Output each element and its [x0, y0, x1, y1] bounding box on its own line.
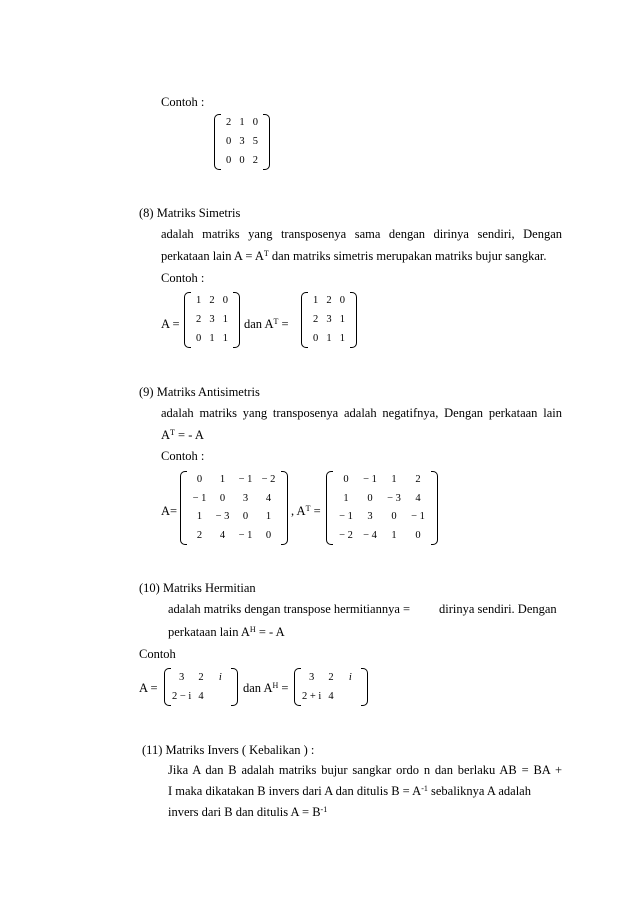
matrix-cell: 2	[328, 671, 334, 683]
matrix-example-top	[214, 114, 270, 170]
contoh-label-top: Contoh :	[161, 95, 205, 109]
matrix-antisymmetric-at	[326, 471, 438, 545]
matrix-cell: 1	[219, 474, 226, 486]
matrix-cell: 0	[415, 529, 421, 541]
section-11-text-line-1: Jika A dan B adalah matriks bujur sangkar ordo n dan berlaku AB = BA +	[168, 763, 562, 777]
section-10-text-line-1b: dirinya sendiri. Dengan	[439, 602, 557, 616]
matrix-cell: 4	[415, 492, 421, 504]
matrix-cell: 0	[239, 154, 245, 166]
matrix-cell: 3	[239, 136, 245, 147]
matrix-cell: 0	[196, 474, 203, 486]
matrix-cell: − 2	[339, 529, 353, 541]
section-8-text-line-1: adalah matriks yang transposenya sama dengan dirinya sendiri, Dengan	[161, 227, 562, 241]
left-bracket	[326, 471, 333, 545]
section-10-contoh-label: Contoh	[139, 647, 176, 661]
matrix-cell: 0	[343, 474, 349, 486]
right-bracket	[231, 668, 238, 706]
matrix-cell: 0	[367, 492, 373, 504]
matrix-cell: 0	[242, 511, 249, 523]
matrix-cell: 2	[209, 295, 215, 307]
section-10-text-line-1a: adalah matriks dengan transpose hermitiannya =	[168, 602, 411, 616]
matrix-cell: 0	[196, 332, 202, 344]
matrix-cell: 1	[222, 314, 228, 325]
matrix-cell: 1	[265, 511, 272, 523]
right-bracket	[281, 471, 288, 545]
matrix-symmetric-at	[301, 292, 357, 348]
matrix-cell: 1	[391, 474, 397, 486]
matrix-cell: 2 − i	[172, 690, 192, 702]
matrix-antisymmetric-a	[180, 471, 288, 545]
matrix-cell: − 1	[363, 474, 377, 486]
matrix-cell: 0	[252, 117, 258, 129]
matrix-cell: 2	[196, 314, 202, 325]
matrix-cell: − 3	[387, 492, 401, 504]
matrix-cell: 0	[222, 295, 228, 307]
matrix-cell: 3	[326, 314, 332, 325]
matrix-cell: 3	[242, 492, 249, 504]
matrix-cell: 0	[265, 529, 272, 541]
matrix-cell: 1	[196, 511, 203, 523]
section-10-heading: (10) Matriks Hermitian	[139, 581, 256, 595]
matrix-cell: 2	[226, 117, 232, 129]
matrix-cell: 4	[265, 492, 272, 504]
section-8-lhs: A =	[161, 317, 180, 331]
matrix-cell: i	[348, 671, 352, 683]
matrix-hermitian-a	[164, 668, 238, 706]
matrix-cell: 4	[328, 690, 334, 702]
right-bracket	[361, 668, 368, 706]
section-10-mid-label: dan $A^H$ =	[243, 681, 289, 695]
matrix-cell: 1	[196, 295, 202, 307]
section-10-text-line-2: perkataan lain $A^H$ = - A	[168, 625, 285, 639]
matrix-cell: 3	[309, 671, 315, 683]
matrix-cell: − 3	[215, 511, 230, 523]
matrix-cell: 3	[209, 314, 215, 325]
section-8-mid-label: dan $A^T$ =	[244, 317, 289, 331]
matrix-cell: i	[218, 671, 222, 683]
matrix-cell: 0	[313, 332, 319, 344]
matrix-cell: 1	[339, 314, 345, 325]
left-bracket	[294, 668, 301, 706]
section-9-heading: (9) Matriks Antisimetris	[139, 385, 260, 399]
matrix-cell: − 1	[411, 511, 425, 523]
section-9-text-line-2: $A^T$ = - A	[161, 428, 204, 442]
matrix-cell: 1	[343, 492, 349, 504]
matrix-cell: 5	[252, 136, 258, 147]
matrix-cell: − 1	[339, 511, 353, 523]
section-10-lhs: A =	[139, 681, 158, 695]
matrix-cell: 0	[226, 136, 232, 147]
section-9-lhs: A=	[161, 504, 178, 518]
matrix-cell: − 2	[261, 474, 276, 486]
matrix-hermitian-ah	[294, 668, 368, 706]
right-bracket	[350, 292, 357, 348]
matrix-cell: 2	[198, 671, 204, 683]
matrix-cell: 3	[179, 671, 185, 683]
left-bracket	[301, 292, 308, 348]
matrix-cell: 2 + i	[302, 690, 322, 702]
section-11-text-line-2: I maka dikatakan B invers dari A dan ditulis $B = A^{-1}$ sebaliknya A adalah	[168, 784, 531, 798]
matrix-cell: 4	[219, 529, 226, 541]
matrix-cell: 0	[226, 154, 232, 166]
section-9-text-line-1: adalah matriks yang transposenya adalah negatifnya, Dengan perkataan lain	[161, 406, 562, 420]
matrix-cell: − 1	[238, 529, 253, 541]
section-8-contoh-label: Contoh :	[161, 271, 205, 285]
section-8-text-line-2: perkataan lain $A = A^T$ dan matriks simetris merupakan matriks bujur sangkar.	[161, 249, 547, 263]
matrix-cell: − 4	[363, 529, 377, 541]
section-11-heading: (11) Matriks Invers ( Kebalikan ) :	[142, 743, 315, 757]
section-9-mid-label: , $A^T$ =	[291, 504, 321, 518]
matrix-cell: 2	[196, 529, 203, 541]
matrix-cell: 0	[391, 511, 397, 523]
matrix-cell: − 1	[238, 474, 253, 486]
matrix-cell: 2	[326, 295, 332, 307]
matrix-cell: − 1	[192, 492, 207, 504]
matrix-cell: 3	[367, 511, 373, 523]
left-bracket	[164, 668, 171, 706]
matrix-cell: 2	[252, 154, 258, 166]
matrix-cell: 4	[198, 690, 204, 702]
right-bracket	[431, 471, 438, 545]
matrix-cell: 1	[391, 529, 397, 541]
section-9-contoh-label: Contoh :	[161, 449, 205, 463]
matrix-cell: 1	[209, 332, 215, 344]
matrix-cell: 1	[339, 332, 345, 344]
left-bracket	[180, 471, 187, 545]
left-bracket	[214, 114, 221, 170]
matrix-cell: 0	[219, 492, 226, 504]
right-bracket	[263, 114, 270, 170]
section-11-text-line-3: invers dari B dan ditulis $A = B^{-1}$	[168, 805, 328, 819]
matrix-symmetric-a	[184, 292, 240, 348]
matrix-cell: 2	[415, 474, 421, 486]
matrix-cell: 1	[326, 332, 332, 344]
matrix-cell: 1	[222, 332, 228, 344]
section-8-heading: (8) Matriks Simetris	[139, 206, 241, 220]
matrix-cell: 1	[313, 295, 319, 307]
left-bracket	[184, 292, 191, 348]
matrix-cell: 2	[313, 314, 319, 325]
matrix-cell: 0	[339, 295, 345, 307]
matrix-cell: 1	[239, 117, 245, 129]
right-bracket	[233, 292, 240, 348]
